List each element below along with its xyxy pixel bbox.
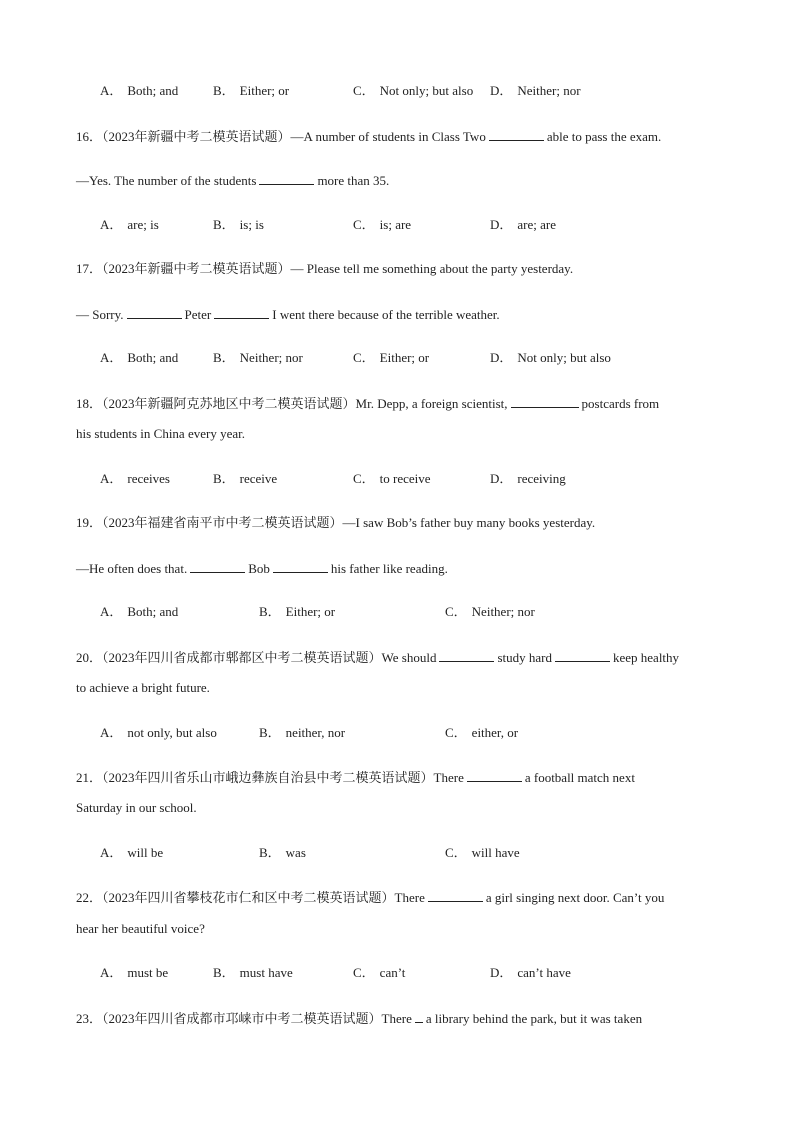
q22-option-c[interactable]: C． can’t [353, 965, 406, 980]
q18-option-b[interactable]: B． receive [213, 471, 278, 486]
q21-option-c[interactable]: C． will have [445, 845, 520, 860]
q15-option-a[interactable]: A． Both; and [100, 83, 179, 98]
q16-options [100, 217, 740, 233]
q20-source: （2023年四川省成都市郫都区中考二模英语试题） [102, 650, 382, 665]
q22-option-a[interactable]: A． must be [100, 965, 169, 980]
q19-option-a[interactable]: A． Both; and [100, 604, 179, 619]
q23-line1: 23．（2023年四川省成都市邛崃市中考二模英语试题）There a library behind the park, but it was taken [76, 1011, 643, 1026]
q16-line1: 16．（2023年新疆中考二模英语试题）—A number of students in Class Two able to pass the exam. [76, 129, 662, 144]
q17-line2: — Sorry. Peter I went there because of the terrible weather. [76, 307, 500, 322]
q22-source: （2023年四川省攀枝花市仁和区中考二模英语试题） [102, 890, 395, 905]
q21-line2: Saturday in our school. [76, 800, 197, 815]
q20-line1: 20．（2023年四川省成都市郫都区中考二模英语试题）We should study hard keep healthy [76, 650, 680, 665]
q19-blank-2[interactable] [273, 560, 328, 573]
q20-option-b[interactable]: B． neither, nor [259, 725, 346, 740]
q22-option-b[interactable]: B． must have [213, 965, 293, 980]
q22-options [100, 965, 740, 981]
q20-line2: to achieve a bright future. [76, 680, 210, 695]
q20-blank-2[interactable] [555, 649, 610, 662]
q18-line1: 18．（2023年新疆阿克苏地区中考二模英语试题）Mr. Depp, a foreign scientist, postcards from [76, 396, 660, 411]
q23-number: 23． [76, 1011, 103, 1026]
q16-option-c[interactable]: C． is; are [353, 217, 412, 232]
q18-source: （2023年新疆阿克苏地区中考二模英语试题） [102, 396, 356, 411]
q17-blank-1[interactable] [127, 306, 182, 319]
q16-source: （2023年新疆中考二模英语试题） [102, 129, 291, 144]
q15-option-d[interactable]: D． Neither; nor [490, 83, 581, 98]
q19-option-c[interactable]: C． Neither; nor [445, 604, 535, 619]
q21-line1: 21．（2023年四川省乐山市峨边彝族自治县中考二模英语试题）There a football match next [76, 770, 635, 785]
q18-option-d[interactable]: D． receiving [490, 471, 566, 486]
q19-source: （2023年福建省南平市中考二模英语试题） [102, 515, 343, 530]
q18-line2: his students in China every year. [76, 426, 245, 441]
q17-option-b[interactable]: B． Neither; nor [213, 350, 303, 365]
q19-options [100, 604, 740, 620]
q15-option-c[interactable]: C． Not only; but also [353, 83, 474, 98]
q17-option-c[interactable]: C． Either; or [353, 350, 430, 365]
q17-option-a[interactable]: A． Both; and [100, 350, 179, 365]
q20-option-a[interactable]: A． not only, but also [100, 725, 217, 740]
q22-line1: 22．（2023年四川省攀枝花市仁和区中考二模英语试题）There a girl singing next door. Can’t you [76, 890, 665, 905]
q23-blank-1[interactable] [415, 1010, 423, 1023]
q21-option-a[interactable]: A． will be [100, 845, 164, 860]
q16-blank-1[interactable] [489, 128, 544, 141]
q20-number: 20． [76, 650, 103, 665]
q21-source: （2023年四川省乐山市峨边彝族自治县中考二模英语试题） [102, 770, 434, 785]
q20-option-c[interactable]: C． either, or [445, 725, 519, 740]
q21-options [100, 845, 740, 861]
q16-option-d[interactable]: D． are; are [490, 217, 556, 232]
q18-option-c[interactable]: C． to receive [353, 471, 431, 486]
q22-line2: hear her beautiful voice? [76, 921, 205, 936]
q21-option-b[interactable]: B． was [259, 845, 306, 860]
q17-number: 17． [76, 261, 103, 276]
q17-line1: 17．（2023年新疆中考二模英语试题）— Please tell me something about the party yesterday. [76, 261, 574, 276]
q18-number: 18． [76, 396, 103, 411]
q19-line1: 19．（2023年福建省南平市中考二模英语试题）—I saw Bob’s father buy many books yesterday. [76, 515, 596, 530]
q16-blank-2[interactable] [259, 172, 314, 185]
q16-line2: —Yes. The number of the students more than 35. [76, 173, 390, 188]
q18-options [100, 471, 740, 487]
q20-options [100, 725, 740, 741]
q18-option-a[interactable]: A． receives [100, 471, 170, 486]
q22-option-d[interactable]: D． can’t have [490, 965, 571, 980]
q19-line2: —He often does that. Bob his father like reading. [76, 561, 448, 576]
q17-option-d[interactable]: D． Not only; but also [490, 350, 611, 365]
q22-blank-1[interactable] [428, 889, 483, 902]
q16-option-a[interactable]: A． are; is [100, 217, 159, 232]
q16-option-b[interactable]: B． is; is [213, 217, 264, 232]
q20-blank-1[interactable] [439, 649, 494, 662]
q21-blank-1[interactable] [467, 769, 522, 782]
q19-option-b[interactable]: B． Either; or [259, 604, 336, 619]
q17-blank-2[interactable] [214, 306, 269, 319]
q15-option-b[interactable]: B． Either; or [213, 83, 290, 98]
q17-source: （2023年新疆中考二模英语试题） [102, 261, 291, 276]
q18-blank-1[interactable] [511, 395, 579, 408]
q23-source: （2023年四川省成都市邛崃市中考二模英语试题） [102, 1011, 382, 1026]
q19-blank-1[interactable] [190, 560, 245, 573]
q17-options [100, 350, 740, 366]
q16-number: 16． [76, 129, 103, 144]
q15-options [100, 83, 740, 99]
q19-number: 19． [76, 515, 103, 530]
q21-number: 21． [76, 770, 103, 785]
q22-number: 22． [76, 890, 103, 905]
